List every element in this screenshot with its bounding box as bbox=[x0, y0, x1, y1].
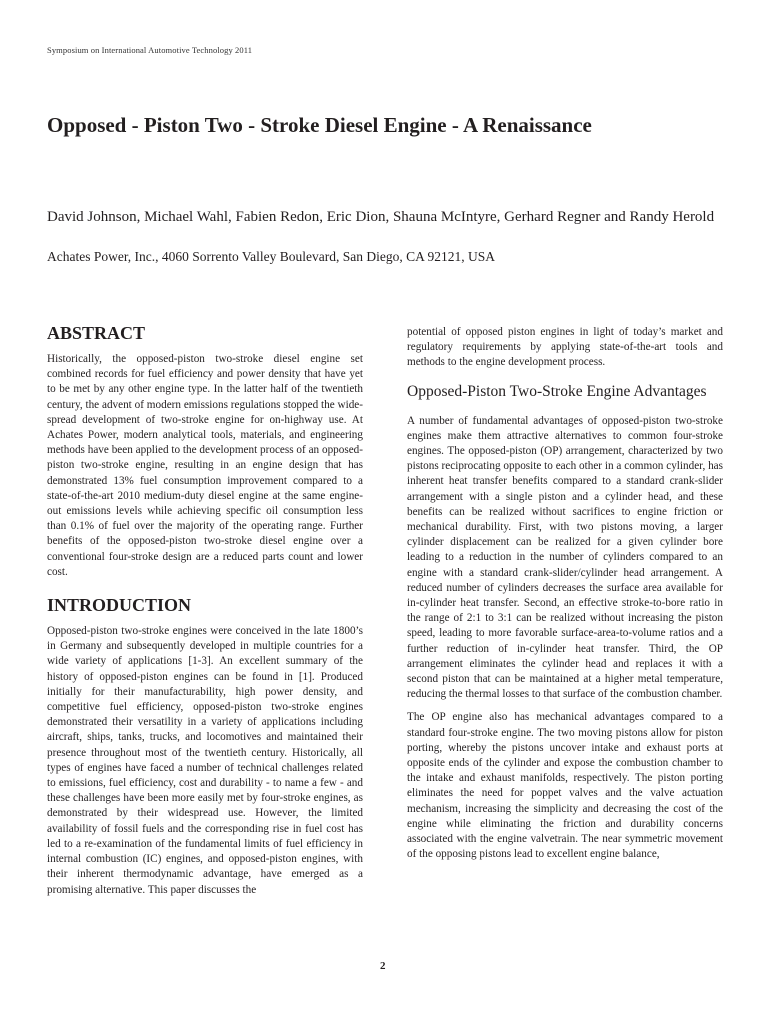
affiliation: Achates Power, Inc., 4060 Sorrento Valley Boulevard, San Diego, CA 92121, USA bbox=[47, 249, 496, 264]
advantages-paragraph-1: A number of fundamental advantages of opposed-piston two-stroke engines make them attractive alternatives to common four-stroke engines. The opposed-piston (OP) arrangement, characterized by two pistons reciprocating opposite to each other in a common cylinder, has inherent heat transfer benefits compared to a standard crank-slider arrangement with a single piston and a cylinder head, and these benefits can be realized without sacrifices to engine friction or mechanical durability. First, with two pistons moving, a larger cylinder displacement can be realized for a given cylinder bore leading to a reduction in the number of cylinders compared to an engine with a standard crank-slider/cylinder head arrangement. A reduced number of cylinders decreases the surface area available for in-cylinder heat transfer. Second, an effective stroke-to-bore ratio in the range of 2:1 to 3:1 can be realized without increasing the piston speed, leading to more favorable surface-area-to-volume ratios and a further reduction of in-cylinder heat transfer. Third, the OP arrangement eliminates the cylinder head and replaces it with a second piston that can be maintained at a higher metal temperature, reducing the thermal losses to that surface of the combustion chamber. bbox=[407, 414, 723, 701]
advantages-heading: Opposed-Piston Two-Stroke Engine Advantages bbox=[407, 382, 707, 400]
right-column bbox=[407, 325, 723, 871]
running-head: Symposium on International Automotive Technology 2011 bbox=[47, 45, 253, 55]
paper-title: Opposed - Piston Two - Stroke Diesel Engine - A Renaissance bbox=[47, 113, 592, 137]
abstract-text: Historically, the opposed-piston two-stroke diesel engine set combined records for fuel efficiency and power density that have yet to be met by any other engine type. In the latter half of the twentieth century, the advent of modern emissions regulations stopped the wide-spread development of two-stroke engine for on-highway use. At Achates Power, modern analytical tools, materials, and engineering methods have been applied to the development process of an opposed-piston two-stroke engine, resulting in an engine design that has demonstrated 13% fuel consumption improvement compared to a state-of-the-art 2010 medium-duty diesel engine at the same engine-out emissions levels while achieving specific oil consumption less than 0.1% of fuel over the majority of the operating range. Further benefits of the opposed-piston two-stroke diesel engine over a conventional four-stroke design are a reduced parts count and lower cost. bbox=[47, 353, 363, 578]
introduction-text: Opposed-piston two-stroke engines were conceived in the late 1800’s in Germany and subsequently developed in multiple countries for a wide variety of applications [1-3]. An excellent summary of the history of opposed-piston engines can be found in [1]. Produced initially for their manufacturability, high power density, and competitive fuel efficiency, opposed-piston two-stroke engines demonstrated their versatility in a variety of applications including aircraft, ships, tanks, trucks, and locomotives and maintained their presence throughout most of the twentieth century. Historically, all types of engines have faced a number of technical challenges related to emissions, fuel efficiency, cost and durability - to name a few - and these challenges have been more easily met by four-stroke engines, as demonstrated by their widespread use. However, the limited availability of fossil fuels and the corresponding rise in fuel cost has led to a re-examination of the fundamental limits of fuel efficiency in internal combustion (IC) engines, and opposed-piston engines, with their inherent thermodynamic advantage, have emerged as a promising alternative. This paper discusses the bbox=[47, 625, 363, 896]
abstract-heading: ABSTRACT bbox=[47, 323, 146, 343]
introduction-heading: INTRODUCTION bbox=[47, 595, 192, 616]
left-column bbox=[47, 322, 363, 906]
author-list: David Johnson, Michael Wahl, Fabien Redon, Eric Dion, Shauna McIntyre, Gerhard Regner and Randy Herold bbox=[47, 209, 715, 225]
advantages-paragraph-2: The OP engine also has mechanical advantages compared to a standard four-stroke engine. The two moving pistons allow for piston porting, whereby the pistons uncover intake and exhaust ports at opposite ends of the cylinder and expose the combustion chamber to the intake and exhaust manifolds, respectively. The piston porting eliminates the need for poppet valves and the valve actuation mechanism, increasing the simplicity and decreasing the cost of the engine while eliminating the friction and durability concerns associated with the engine valvetrain. The near symmetric movement of the opposing pistons lead to excellent engine balance, bbox=[407, 711, 723, 861]
introduction-continuation: potential of opposed piston engines in light of today’s market and regulatory requirements by applying state-of-the-art tools and methods to the engine development process. bbox=[407, 326, 723, 369]
page-number: 2 bbox=[380, 960, 386, 972]
